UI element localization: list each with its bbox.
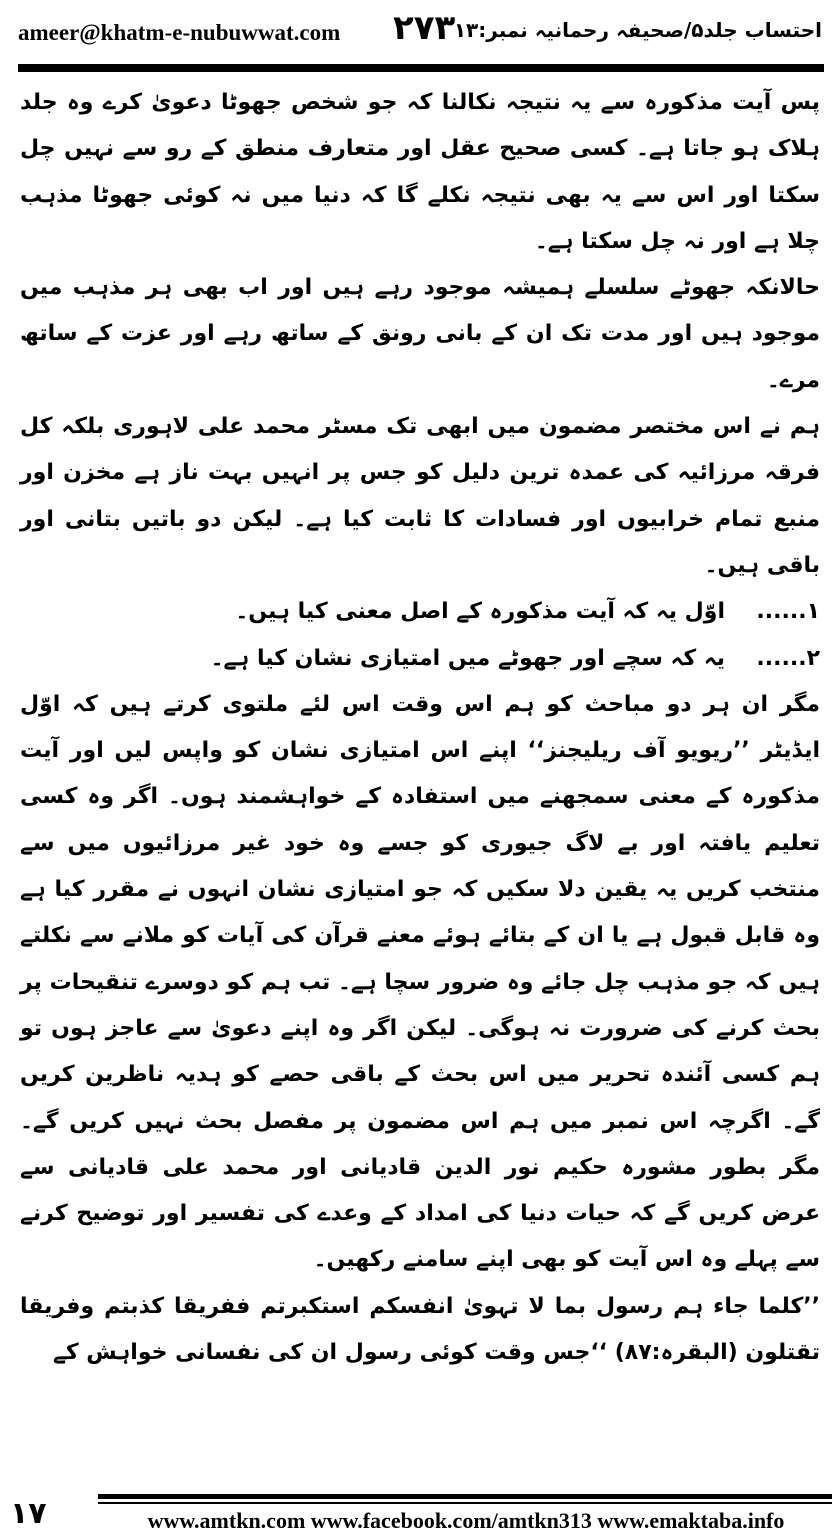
article-body [20,80,820,1376]
header-email: ameer@khatm-e-nubuwwat.com [18,20,341,45]
header-page-number: ۲۷۳ [393,8,456,48]
list-number: ۲...... [756,645,820,671]
footer-divider-thin [98,1502,832,1504]
page-footer [8,1494,832,1538]
paragraph: حالانکہ جھوٹے سلسلے ہمیشہ موجود رہے ہیں اور اب بھی ہر مذہب میں موجود ہیں اور مدت تک ان کے بانی رونق کے ساتھ رہے اور عزت کے ساتھ مرے۔ [20,275,820,393]
list-item [20,636,820,682]
page-header [18,6,822,58]
footer-divider [98,1494,832,1499]
list-text: یہ کہ سچے اور جھوٹے میں امتیازی نشان کیا ہے۔ [210,645,725,671]
list-number: ۱...... [756,599,820,625]
paragraph: مگر ان ہر دو مباحث کو ہم اس وقت اس لئے ملتوی کرتے ہیں کہ اوّل ایڈیٹر ’’ریویو آف ریلیجنز‘‘ اپنے اس امتیازی نشان کو واپس لیں اور آیت مذکورہ کے معنی سمجھنے میں استفادہ کے خواہشمند ہوں۔ اگر وہ کسی تعلیم یافتہ اور بے لاگ جیوری کو جسے وہ خود غیر مرزائیوں میں سے منتخب کریں یہ یقین دلا سکیں کہ جو امتیازی نشان انہوں نے مقرر کیا ہے وہ قابل قبول ہے یا ان کے بتائے ہوئے معنے قرآن کی آیات کو ملانے سے نکلتے ہیں کہ جو مذہب چل جائے وہ ضرور سچا ہے۔ تب ہم کو دوسرے تنقیحات پر بحث کرنے کی ضرورت نہ ہوگی۔ لیکن اگر وہ اپنے دعویٰ سے عاجز ہوں تو ہم کسی آئندہ تحریر میں اس بحث کے باقی حصے کو ہدیہ ناظرین کریں گے۔ اگرچہ اس نمبر میں ہم اس مضمون پر مفصل بحث نہیں کریں گے۔ مگر بطور مشورہ حکیم نور الدین قادیانی اور محمد علی قادیانی سے عرض کریں گے کہ حیات دنیا کی امداد کے وعدے کی تفسیر اور توضیح کرنے سے پہلے وہ اس آیت کو بھی اپنے سامنے رکھیں۔ [20,691,820,1273]
quote-reference: (البقرہ:۸۷) [614,1340,738,1366]
list-item [20,589,820,635]
paragraph: پس آیت مذکورہ سے یہ نتیجہ نکالنا کہ جو شخص جھوٹا دعویٰ کرے وہ جلد ہلاک ہو جاتا ہے۔ کسی صحیح عقل اور متعارف منطق کے رو سے نہیں چل سکتا اور اس سے یہ بھی نتیجہ نکلے گا کہ دنیا میں نہ کوئی جھوٹا مذہب چلا ہے اور نہ چل سکتا ہے۔ [20,90,820,254]
footer-page-marker: ۱۷ [10,1496,47,1531]
footer-urls: www.amtkn.com www.facebook.com/amtkn313 www.emaktaba.info [147,1508,785,1533]
paragraph: ہم نے اس مختصر مضمون میں ابھی تک مسٹر محمد علی لاہوری بلکہ کل فرقہ مرزائیہ کی عمدہ ترین دلیل کو جس پر انہیں بہت ناز ہے مخزن اور منبع تمام خرابیوں اور فسادات کا ثابت کیا ہے۔ لیکن دو باتیں بتانی اور باقی ہیں۔ [20,414,821,578]
header-title: احتساب جلد۵/صحیفہ رحمانیہ نمبر:۱۳ [453,18,822,42]
quote-translation: ‘‘جس وقت کوئی رسول ان کی نفسانی خواہش کے [52,1340,608,1366]
quote-paragraph [20,1284,820,1377]
list-text: اوّل یہ کہ آیت مذکورہ کے اصل معنی کیا ہیں۔ [235,599,725,625]
header-divider [18,64,824,72]
quran-quote: ’’کلما جاء ہم رسول بما لا تہویٰ انفسکم استکبرتم ففریقا کذبتم وفریقا تقتلون [20,1293,820,1366]
